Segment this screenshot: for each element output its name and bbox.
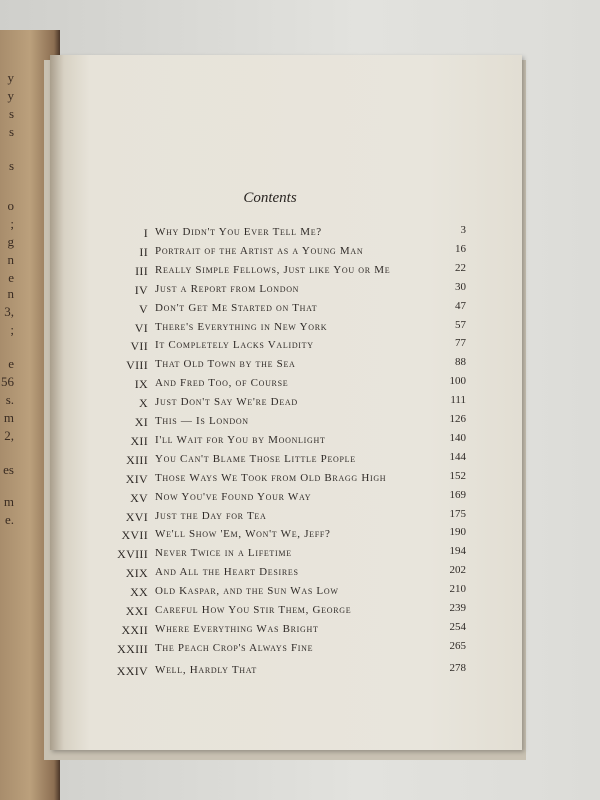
toc-entry — [0, 226, 600, 244]
chapter-title: The Peach Crop's Always Fine — [155, 641, 314, 654]
left-page-text-fragment: s — [8, 158, 14, 173]
chapter-title: And Fred Too, of Course — [155, 377, 289, 390]
page-number: 175 — [449, 507, 466, 520]
toc-entry — [0, 431, 600, 452]
chapter-number: XVIII — [117, 547, 148, 562]
chapter-title: We'll Show 'Em, Won't We, Jeff? — [155, 528, 331, 541]
left-page-text-fragment: o — [7, 198, 14, 213]
page-number: 190 — [449, 526, 466, 539]
toc-entry — [0, 358, 600, 376]
toc-entry — [0, 620, 600, 641]
chapter-title: It Completely Lacks Validity — [155, 339, 314, 352]
chapter-title: Why Didn't You Ever Tell Me? — [155, 226, 322, 238]
chapter-number: XXIV — [116, 664, 148, 678]
chapter-number: XIX — [125, 566, 148, 581]
left-page-text-fragment: n — [7, 252, 14, 267]
page-number: 100 — [449, 375, 466, 388]
chapter-number: IV — [134, 282, 148, 297]
chapter-title: Just Don't Say We're Dead — [155, 396, 298, 409]
left-page-text-fragment: y — [7, 70, 14, 85]
left-page-text-fragment: ; — [10, 216, 14, 231]
chapter-title: You Can't Blame Those Little People — [155, 452, 356, 465]
left-page-text-fragment: 2, — [4, 428, 14, 443]
chapter-title: That Old Town by the Sea — [155, 358, 296, 371]
chapter-number: II — [139, 244, 148, 259]
toc-entry — [0, 415, 600, 433]
page-number: 140 — [449, 431, 466, 444]
left-page-text-fragment: e — [8, 270, 14, 285]
toc-entry — [0, 377, 600, 395]
chapter-number: XX — [130, 585, 148, 600]
chapter-number: VIII — [126, 358, 148, 373]
page-number: 194 — [449, 545, 466, 558]
page-number: 126 — [449, 413, 466, 425]
page-number: 202 — [449, 564, 466, 577]
chapter-title: Where Everything Was Bright — [155, 622, 319, 635]
toc-entry — [0, 318, 600, 339]
page-number: 57 — [455, 318, 466, 331]
page-number: 3 — [460, 224, 466, 236]
left-page-text-fragment: y — [7, 88, 14, 103]
chapter-title: Old Kaspar, and the Sun Was Low — [155, 585, 339, 598]
chapter-number: III — [135, 263, 148, 278]
page-number: 111 — [450, 394, 466, 407]
page-number: 88 — [455, 356, 466, 369]
toc-entry — [0, 639, 600, 660]
left-page-text-fragment: 3, — [4, 304, 14, 319]
toc-entry — [0, 585, 600, 603]
chapter-number: XXI — [125, 604, 148, 618]
chapter-title: Really Simple Fellows, Just like You or Me — [155, 263, 391, 276]
chapter-title: Now You've Found Your Way — [155, 490, 312, 503]
toc-entry — [0, 664, 600, 682]
chapter-number: X — [139, 396, 148, 411]
left-page-text-fragment: m — [3, 410, 14, 425]
page-number: 47 — [455, 299, 466, 312]
page-number: 22 — [455, 261, 466, 274]
chapter-number: XI — [134, 415, 148, 429]
toc-entry — [0, 280, 600, 301]
chapter-title: And All the Heart Desires — [155, 566, 299, 579]
chapter-title: This — Is London — [155, 415, 249, 427]
chapter-number: XII — [130, 433, 148, 448]
left-page-text-fragment: e. — [4, 512, 14, 527]
left-page-text-fragment: 56 — [1, 374, 14, 389]
toc-entry — [0, 528, 600, 546]
page-number: 16 — [455, 242, 466, 255]
chapter-title: I'll Wait for You by Moonlight — [155, 433, 326, 446]
left-page-text-fragment: s. — [5, 392, 14, 407]
toc-entry — [0, 507, 600, 528]
toc-entry — [0, 261, 600, 282]
chapter-title: Just a Report from London — [155, 282, 300, 295]
left-page-text-fragment: s — [8, 124, 14, 139]
chapter-number: VI — [134, 320, 148, 335]
toc-entry — [0, 566, 600, 584]
toc-entry — [0, 547, 600, 565]
chapter-number: IX — [134, 377, 148, 392]
page-number: 254 — [449, 620, 466, 633]
chapter-number: XIII — [126, 452, 148, 467]
left-page-text-fragment: ; — [10, 322, 14, 337]
toc-entry — [0, 242, 600, 263]
page-number: 144 — [449, 450, 466, 463]
toc-entry — [0, 488, 600, 509]
chapter-number: VII — [130, 339, 148, 354]
chapter-number: XVII — [121, 528, 148, 543]
chapter-title: Never Twice in a Lifetime — [155, 547, 292, 560]
chapter-title: Don't Get Me Started on That — [155, 301, 318, 314]
chapter-number: V — [139, 301, 148, 316]
chapter-title: Those Ways We Took from Old Bragg High — [155, 471, 387, 484]
left-page-text-fragment: g — [7, 234, 14, 249]
page-number: 30 — [455, 280, 466, 293]
chapter-title: Portrait of the Artist as a Young Man — [155, 244, 364, 257]
chapter-title: Well, Hardly That — [155, 664, 257, 676]
chapter-title: There's Everything in New York — [155, 320, 328, 333]
chapter-title: Careful How You Stir Them, George — [155, 604, 352, 616]
toc-entry — [0, 339, 600, 357]
chapter-title: Just the Day for Tea — [155, 509, 267, 522]
chapter-number: XXII — [121, 622, 148, 637]
contents-heading: Contents — [243, 190, 297, 206]
chapter-number: XVI — [125, 509, 148, 524]
chapter-number: I — [143, 226, 148, 240]
toc-entry — [0, 604, 600, 622]
left-page-text-fragment: m — [3, 494, 14, 509]
toc-entry — [0, 450, 600, 471]
chapter-number: XV — [130, 490, 148, 505]
page-number: 210 — [449, 583, 466, 596]
left-page-text-fragment: es — [3, 462, 14, 477]
page-number: 239 — [449, 602, 466, 614]
page-number: 265 — [449, 639, 466, 652]
toc-entry — [0, 299, 600, 320]
toc-entry — [0, 396, 600, 414]
page-number: 169 — [449, 488, 466, 501]
chapter-number: XXIII — [117, 641, 148, 656]
page-number: 77 — [455, 337, 466, 350]
left-page-text-fragment: e — [8, 356, 14, 371]
page-number: 152 — [449, 469, 466, 482]
left-page-text-fragment: s — [8, 106, 14, 121]
chapter-number: XIV — [125, 471, 148, 486]
left-page-text-fragment: n — [7, 286, 14, 301]
page-number: 278 — [449, 662, 466, 674]
